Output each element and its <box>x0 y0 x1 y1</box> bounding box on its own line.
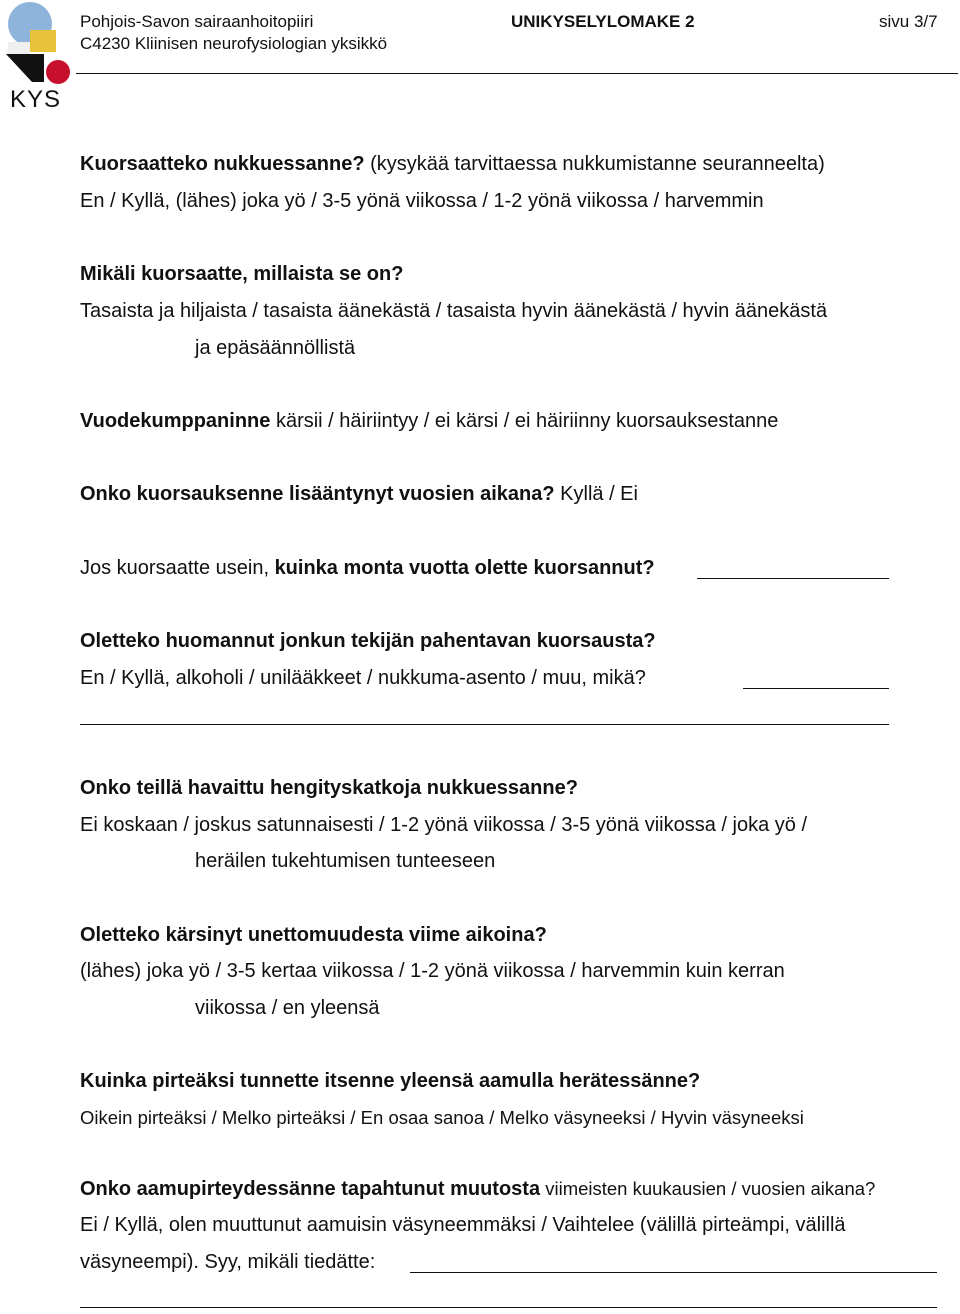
options-snoring-type-line1: Tasaista ja hiljaista / tasaista äänekästä / tasaista hyvin äänekästä / hyvin äänekästä <box>80 300 828 322</box>
question-morning-alertness: Kuinka pirteäksi tunnette itsenne yleensä aamulla herätessänne? <box>80 1070 701 1092</box>
options-aggravating-factor: En / Kyllä, alkoholi / unilääkkeet / nukkuma-asento / muu, mikä? <box>80 667 646 689</box>
options-snoring: En / Kyllä, (lähes) joka yö / 3-5 yönä viikossa / 1-2 yönä viikossa / harvemmin <box>80 190 764 212</box>
question-snoring-years-prefix: Jos kuorsaatte usein, <box>80 557 275 579</box>
answer-line-reason-2[interactable] <box>80 1307 937 1308</box>
header-organization: Pohjois-Savon sairaanhoitopiiri <box>80 12 314 31</box>
question-bed-partner <box>80 409 778 433</box>
question-breathing-pauses: Onko teillä havaittu hengityskatkoja nukkuessanne? <box>80 777 578 799</box>
question-bed-partner-text: Vuodekumppaninne <box>80 410 271 432</box>
options-insomnia-line1: (lähes) joka yö / 3-5 kertaa viikossa / 1-2 yönä viikossa / harvemmin kuin kerran <box>80 960 785 982</box>
answer-line-reason[interactable] <box>410 1272 937 1273</box>
options-snoring-increase: Kyllä / Ei <box>554 483 638 505</box>
form-title: UNIKYSELYLOMAKE 2 <box>511 12 695 31</box>
options-snoring-type-line2: ja epäsäännöllistä <box>195 337 356 359</box>
options-alertness-change-line1: Ei / Kyllä, olen muuttunut aamuisin väsyneemmäksi / Vaihtelee (välillä pirteämpi, välillä <box>80 1214 846 1236</box>
options-breathing-pauses-line2: heräilen tukehtumisen tunteeseen <box>195 850 496 872</box>
question-alertness-change-text: Onko aamupirteydessänne tapahtunut muutosta <box>80 1178 541 1200</box>
question-snoring <box>80 152 825 176</box>
options-morning-alertness: Oikein pirteäksi / Melko pirteäksi / En osaa sanoa / Melko väsyneeksi / Hyvin väsyneeksi <box>80 1107 804 1128</box>
question-snoring-text: Kuorsaatteko nukkuessanne? <box>80 153 365 175</box>
question-alertness-change-rest: viimeisten kuukausien / vuosien aikana? <box>540 1178 876 1199</box>
options-alertness-change-line2: väsyneempi). Syy, mikäli tiedätte: <box>80 1251 376 1273</box>
answer-line-snoring-years[interactable] <box>697 578 889 579</box>
question-alertness-change <box>80 1177 875 1201</box>
question-snoring-increase <box>80 482 638 506</box>
question-insomnia: Oletteko kärsinyt unettomuudesta viime aikoina? <box>80 924 547 946</box>
header-rule <box>76 73 958 74</box>
question-snoring-type: Mikäli kuorsaatte, millaista se on? <box>80 263 404 285</box>
page-number: sivu 3/7 <box>879 12 938 31</box>
answer-line-other-factor-2[interactable] <box>80 724 889 725</box>
logo-text: KYS <box>10 86 62 113</box>
options-bed-partner: kärsii / häiriintyy / ei kärsi / ei häiriinny kuorsauksestanne <box>270 410 779 432</box>
options-breathing-pauses-line1: Ei koskaan / joskus satunnaisesti / 1-2 yönä viikossa / 3-5 yönä viikossa / joka yö / <box>80 814 808 836</box>
options-insomnia-line2: viikossa / en yleensä <box>195 997 380 1019</box>
answer-line-other-factor[interactable] <box>743 688 889 689</box>
question-snoring-years-text: kuinka monta vuotta olette kuorsannut? <box>274 557 655 579</box>
question-snoring-note: (kysykää tarvittaessa nukkumistanne seuranneelta) <box>364 153 825 175</box>
question-snoring-increase-text: Onko kuorsauksenne lisääntynyt vuosien aikana? <box>80 483 555 505</box>
question-aggravating-factor: Oletteko huomannut jonkun tekijän pahentavan kuorsausta? <box>80 630 656 652</box>
header-unit: C4230 Kliinisen neurofysiologian yksikkö <box>80 34 388 53</box>
question-snoring-years <box>80 556 655 580</box>
